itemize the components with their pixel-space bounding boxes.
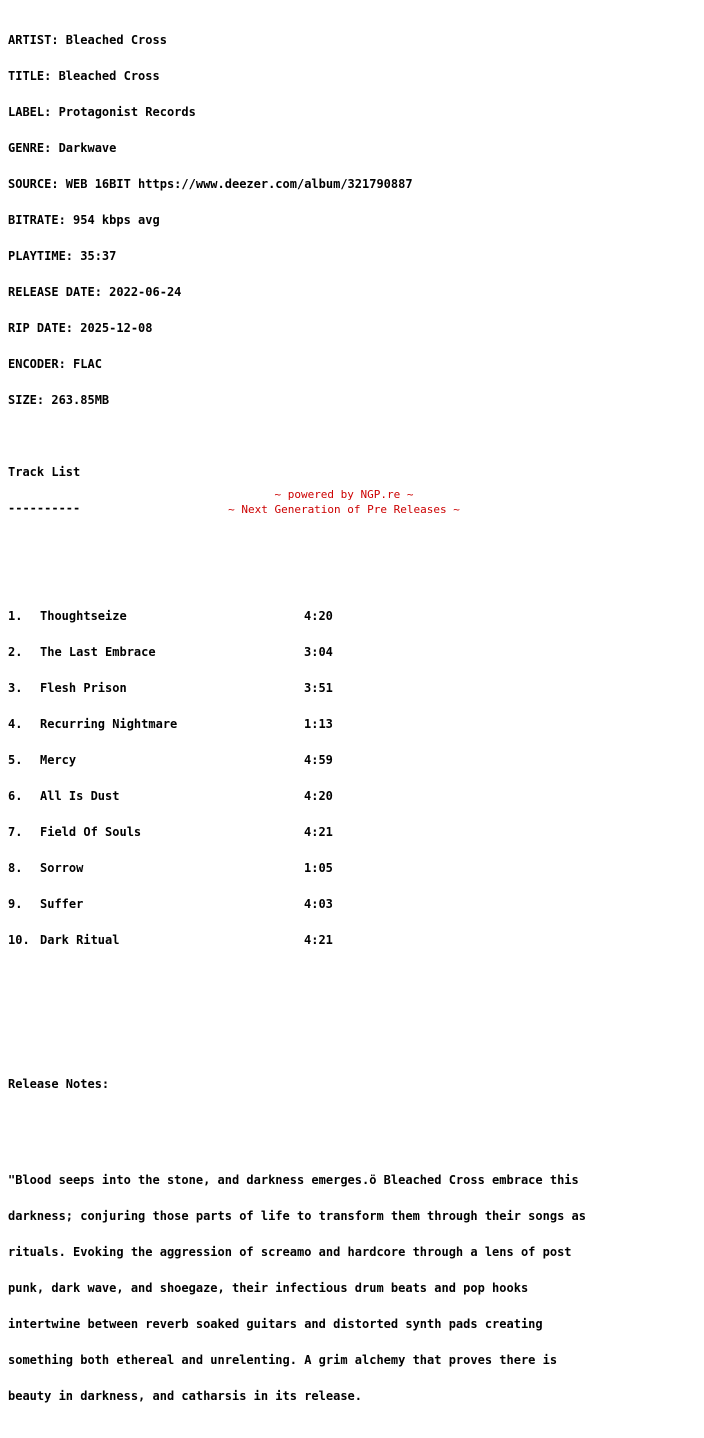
track-row <box>8 646 586 658</box>
release-date-line: RELEASE DATE: 2022-06-24 <box>8 285 182 299</box>
track-row <box>8 826 586 838</box>
track-number: 5. <box>8 753 23 767</box>
release-notes-line: darkness; conjuring those parts of life to transform them through their songs as <box>8 1209 586 1223</box>
track-duration: 4:20 <box>304 789 333 803</box>
release-notes-line: "Blood seeps into the stone, and darkness emerges.ö Bleached Cross embrace this <box>8 1173 579 1187</box>
track-title: Suffer <box>40 897 84 911</box>
track-row <box>8 610 586 622</box>
blank-line <box>8 538 586 550</box>
tracklist-heading: Track List <box>8 465 81 479</box>
release-notes-body <box>8 1150 586 1426</box>
track-row <box>8 754 586 766</box>
track-number: 4. <box>8 717 23 731</box>
track-number: 2. <box>8 645 23 659</box>
track-row <box>8 718 586 730</box>
track-duration: 3:04 <box>304 645 333 659</box>
track-duration: 4:59 <box>304 753 333 767</box>
track-number: 8. <box>8 861 23 875</box>
track-row <box>8 898 586 910</box>
track-number: 6. <box>8 789 23 803</box>
rip-date-line: RIP DATE: 2025-12-08 <box>8 321 153 335</box>
track-number: 7. <box>8 825 23 839</box>
track-row <box>8 790 586 802</box>
label-line: LABEL: Protagonist Records <box>8 105 196 119</box>
track-title: Flesh Prison <box>40 681 127 695</box>
size-line: SIZE: 263.85MB <box>8 393 110 407</box>
track-title: Dark Ritual <box>40 933 120 947</box>
track-title: All Is Dust <box>40 789 120 803</box>
track-list <box>8 586 586 970</box>
track-row <box>8 934 586 946</box>
release-notes-line: punk, dark wave, and shoegaze, their infectious drum beats and pop hooks <box>8 1281 529 1295</box>
blank-line <box>8 430 586 442</box>
track-title: Sorrow <box>40 861 84 875</box>
track-duration: 4:03 <box>304 897 333 911</box>
track-title: The Last Embrace <box>40 645 156 659</box>
track-duration: 1:05 <box>304 861 333 875</box>
powered-by-footer: ~ powered by NGP.re ~ <box>274 488 414 501</box>
track-title: Recurring Nightmare <box>40 717 178 731</box>
title-line: TITLE: Bleached Cross <box>8 69 160 83</box>
release-notes-line: intertwine between reverb soaked guitars and distorted synth pads creating <box>8 1317 543 1331</box>
track-duration: 3:51 <box>304 681 333 695</box>
source-line: SOURCE: WEB 16BIT https://www.deezer.com/album/321790887 <box>8 177 413 191</box>
tracklist-underline: ---------- <box>8 501 81 515</box>
blank-line <box>8 1006 586 1018</box>
artist-line: ARTIST: Bleached Cross <box>8 33 167 47</box>
tagline-footer: ~ Next Generation of Pre Releases ~ <box>228 503 460 516</box>
nfo-document <box>8 10 586 1438</box>
playtime-line: PLAYTIME: 35:37 <box>8 249 117 263</box>
track-number: 10. <box>8 933 30 947</box>
track-row <box>8 682 586 694</box>
track-title: Mercy <box>40 753 77 767</box>
track-number: 3. <box>8 681 23 695</box>
release-notes-line: something both ethereal and unrelenting. A grim alchemy that proves there is <box>8 1353 558 1367</box>
release-notes-line: beauty in darkness, and catharsis in its release. <box>8 1389 363 1403</box>
track-number: 9. <box>8 897 23 911</box>
blank-line <box>8 1114 586 1126</box>
genre-line: GENRE: Darkwave <box>8 141 117 155</box>
track-title: Field Of Souls <box>40 825 142 839</box>
blank-line <box>8 1042 586 1054</box>
track-duration: 1:13 <box>304 717 333 731</box>
track-number: 1. <box>8 609 23 623</box>
track-duration: 4:21 <box>304 933 333 947</box>
track-duration: 4:21 <box>304 825 333 839</box>
release-notes-heading: Release Notes: <box>8 1077 110 1091</box>
track-title: Thoughtseize <box>40 609 127 623</box>
release-notes-line: rituals. Evoking the aggression of screamo and hardcore through a lens of post <box>8 1245 572 1259</box>
track-row <box>8 862 586 874</box>
encoder-line: ENCODER: FLAC <box>8 357 102 371</box>
bitrate-line: BITRATE: 954 kbps avg <box>8 213 160 227</box>
track-duration: 4:20 <box>304 609 333 623</box>
